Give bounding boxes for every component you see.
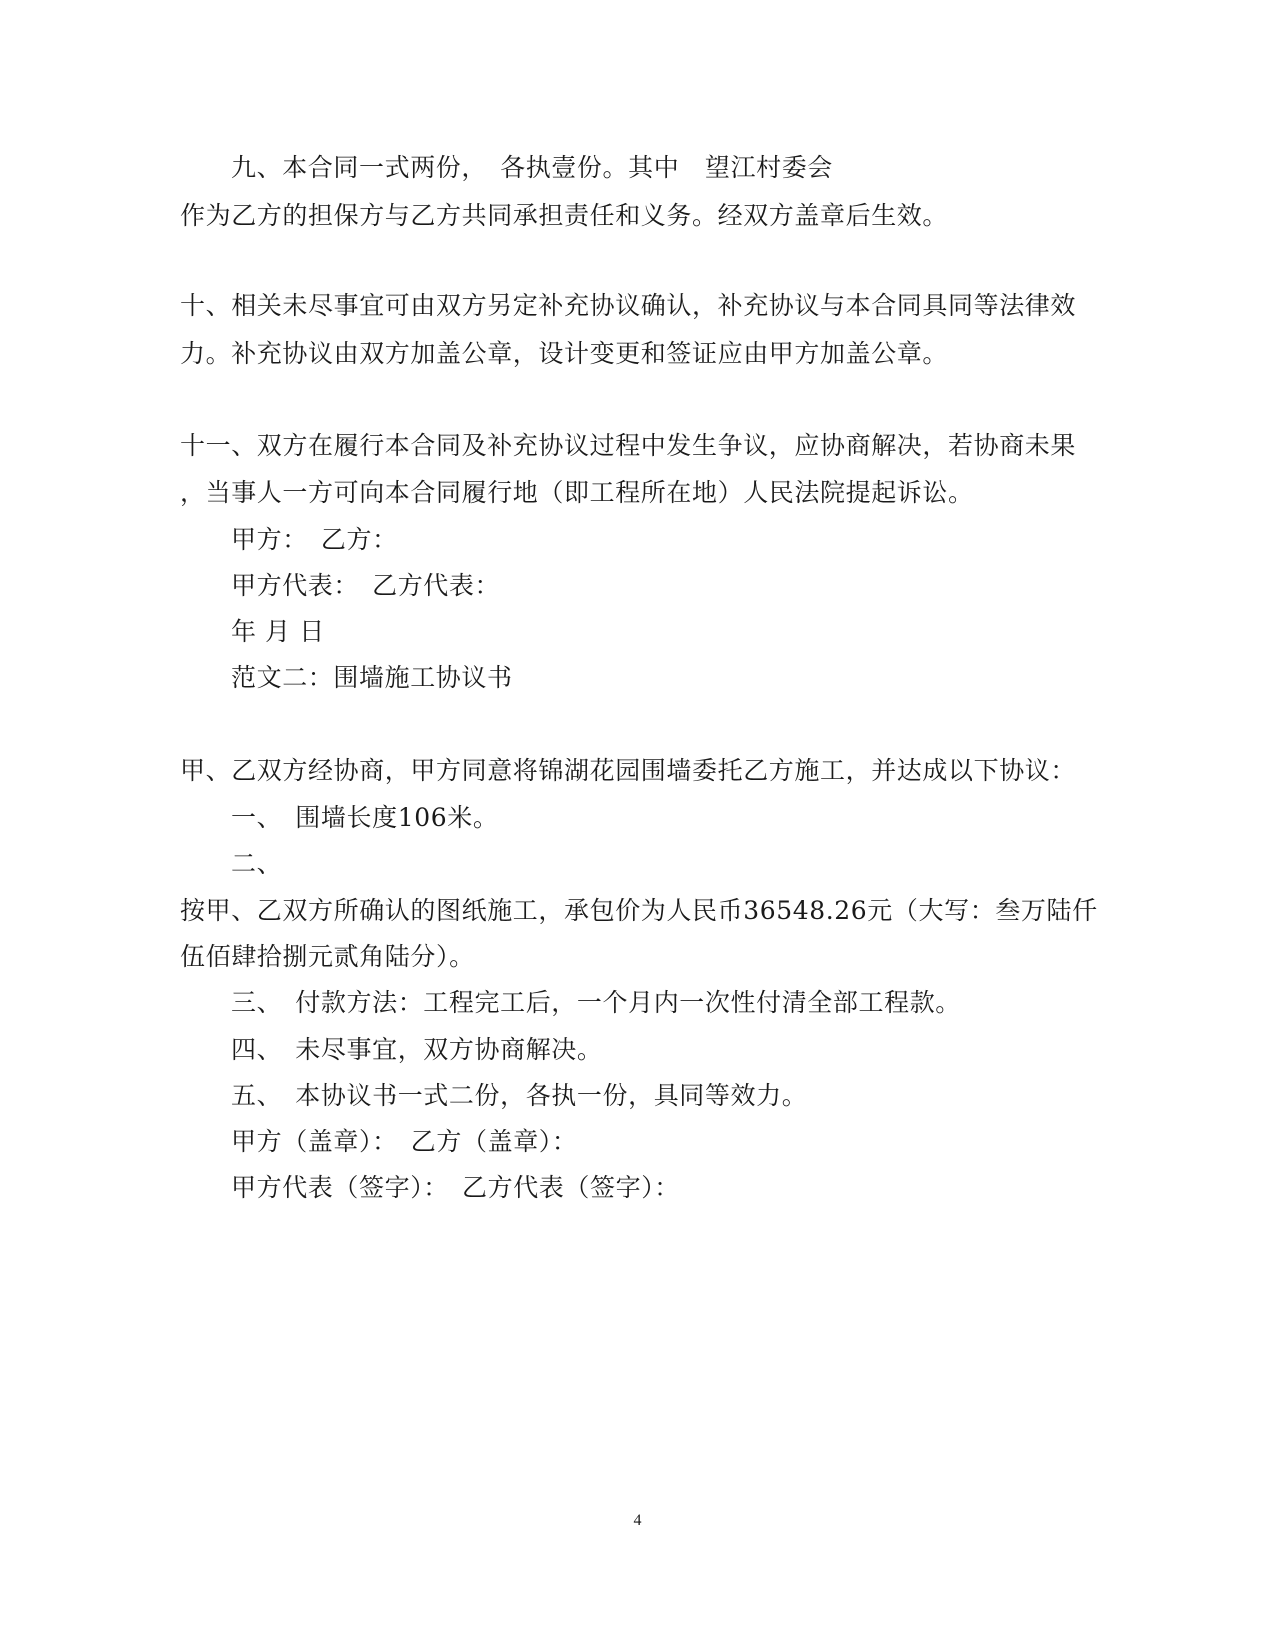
clause-eleven-line-1: 十一、双方在履行本合同及补充协议过程中发生争议，应协商解决，若协商未果	[180, 431, 1077, 460]
item-two-line-1: 按甲、乙双方所确认的图纸施工，承包价为人民币36548.26元（大写：叁万陆仟	[180, 896, 1098, 925]
agreement-intro: 甲、乙双方经协商，甲方同意将锦湖花园围墙委托乙方施工，并达成以下协议：	[180, 756, 1077, 785]
seal-labels: 甲方（盖章）： 乙方（盖章）：	[231, 1127, 578, 1156]
item-four: 四、 未尽事宜，双方协商解决。	[231, 1035, 603, 1064]
sample-two-title: 范文二：围墙施工协议书	[231, 663, 513, 692]
clause-nine-line-1: 九、本合同一式两份， 各执壹份。其中 望江村委会	[231, 153, 833, 182]
party-labels: 甲方： 乙方：	[231, 525, 398, 554]
page-number: 4	[633, 1512, 642, 1529]
item-two-label: 二、	[231, 849, 283, 878]
signature-labels: 甲方代表（签字）： 乙方代表（签字）：	[231, 1173, 680, 1202]
date-line: 年 月 日	[231, 617, 325, 646]
item-three: 三、 付款方法：工程完工后，一个月内一次性付清全部工程款。	[231, 988, 961, 1017]
clause-eleven-line-2: ，当事人一方可向本合同履行地（即工程所在地）人民法院提起诉讼。	[180, 478, 974, 507]
item-five: 五、 本协议书一式二份，各执一份，具同等效力。	[231, 1081, 808, 1110]
clause-ten-line-2: 力。补充协议由双方加盖公章，设计变更和签证应由甲方加盖公章。	[180, 339, 949, 368]
item-two-line-2: 伍佰肆拾捌元贰角陆分）。	[180, 942, 475, 971]
clause-nine-line-2: 作为乙方的担保方与乙方共同承担责任和义务。经双方盖章后生效。	[180, 201, 949, 230]
clause-ten-line-1: 十、相关未尽事宜可由双方另定补充协议确认，补充协议与本合同具同等法律效	[180, 291, 1077, 320]
representative-labels: 甲方代表： 乙方代表：	[231, 571, 501, 600]
item-one: 一、 围墙长度106米。	[231, 803, 499, 832]
